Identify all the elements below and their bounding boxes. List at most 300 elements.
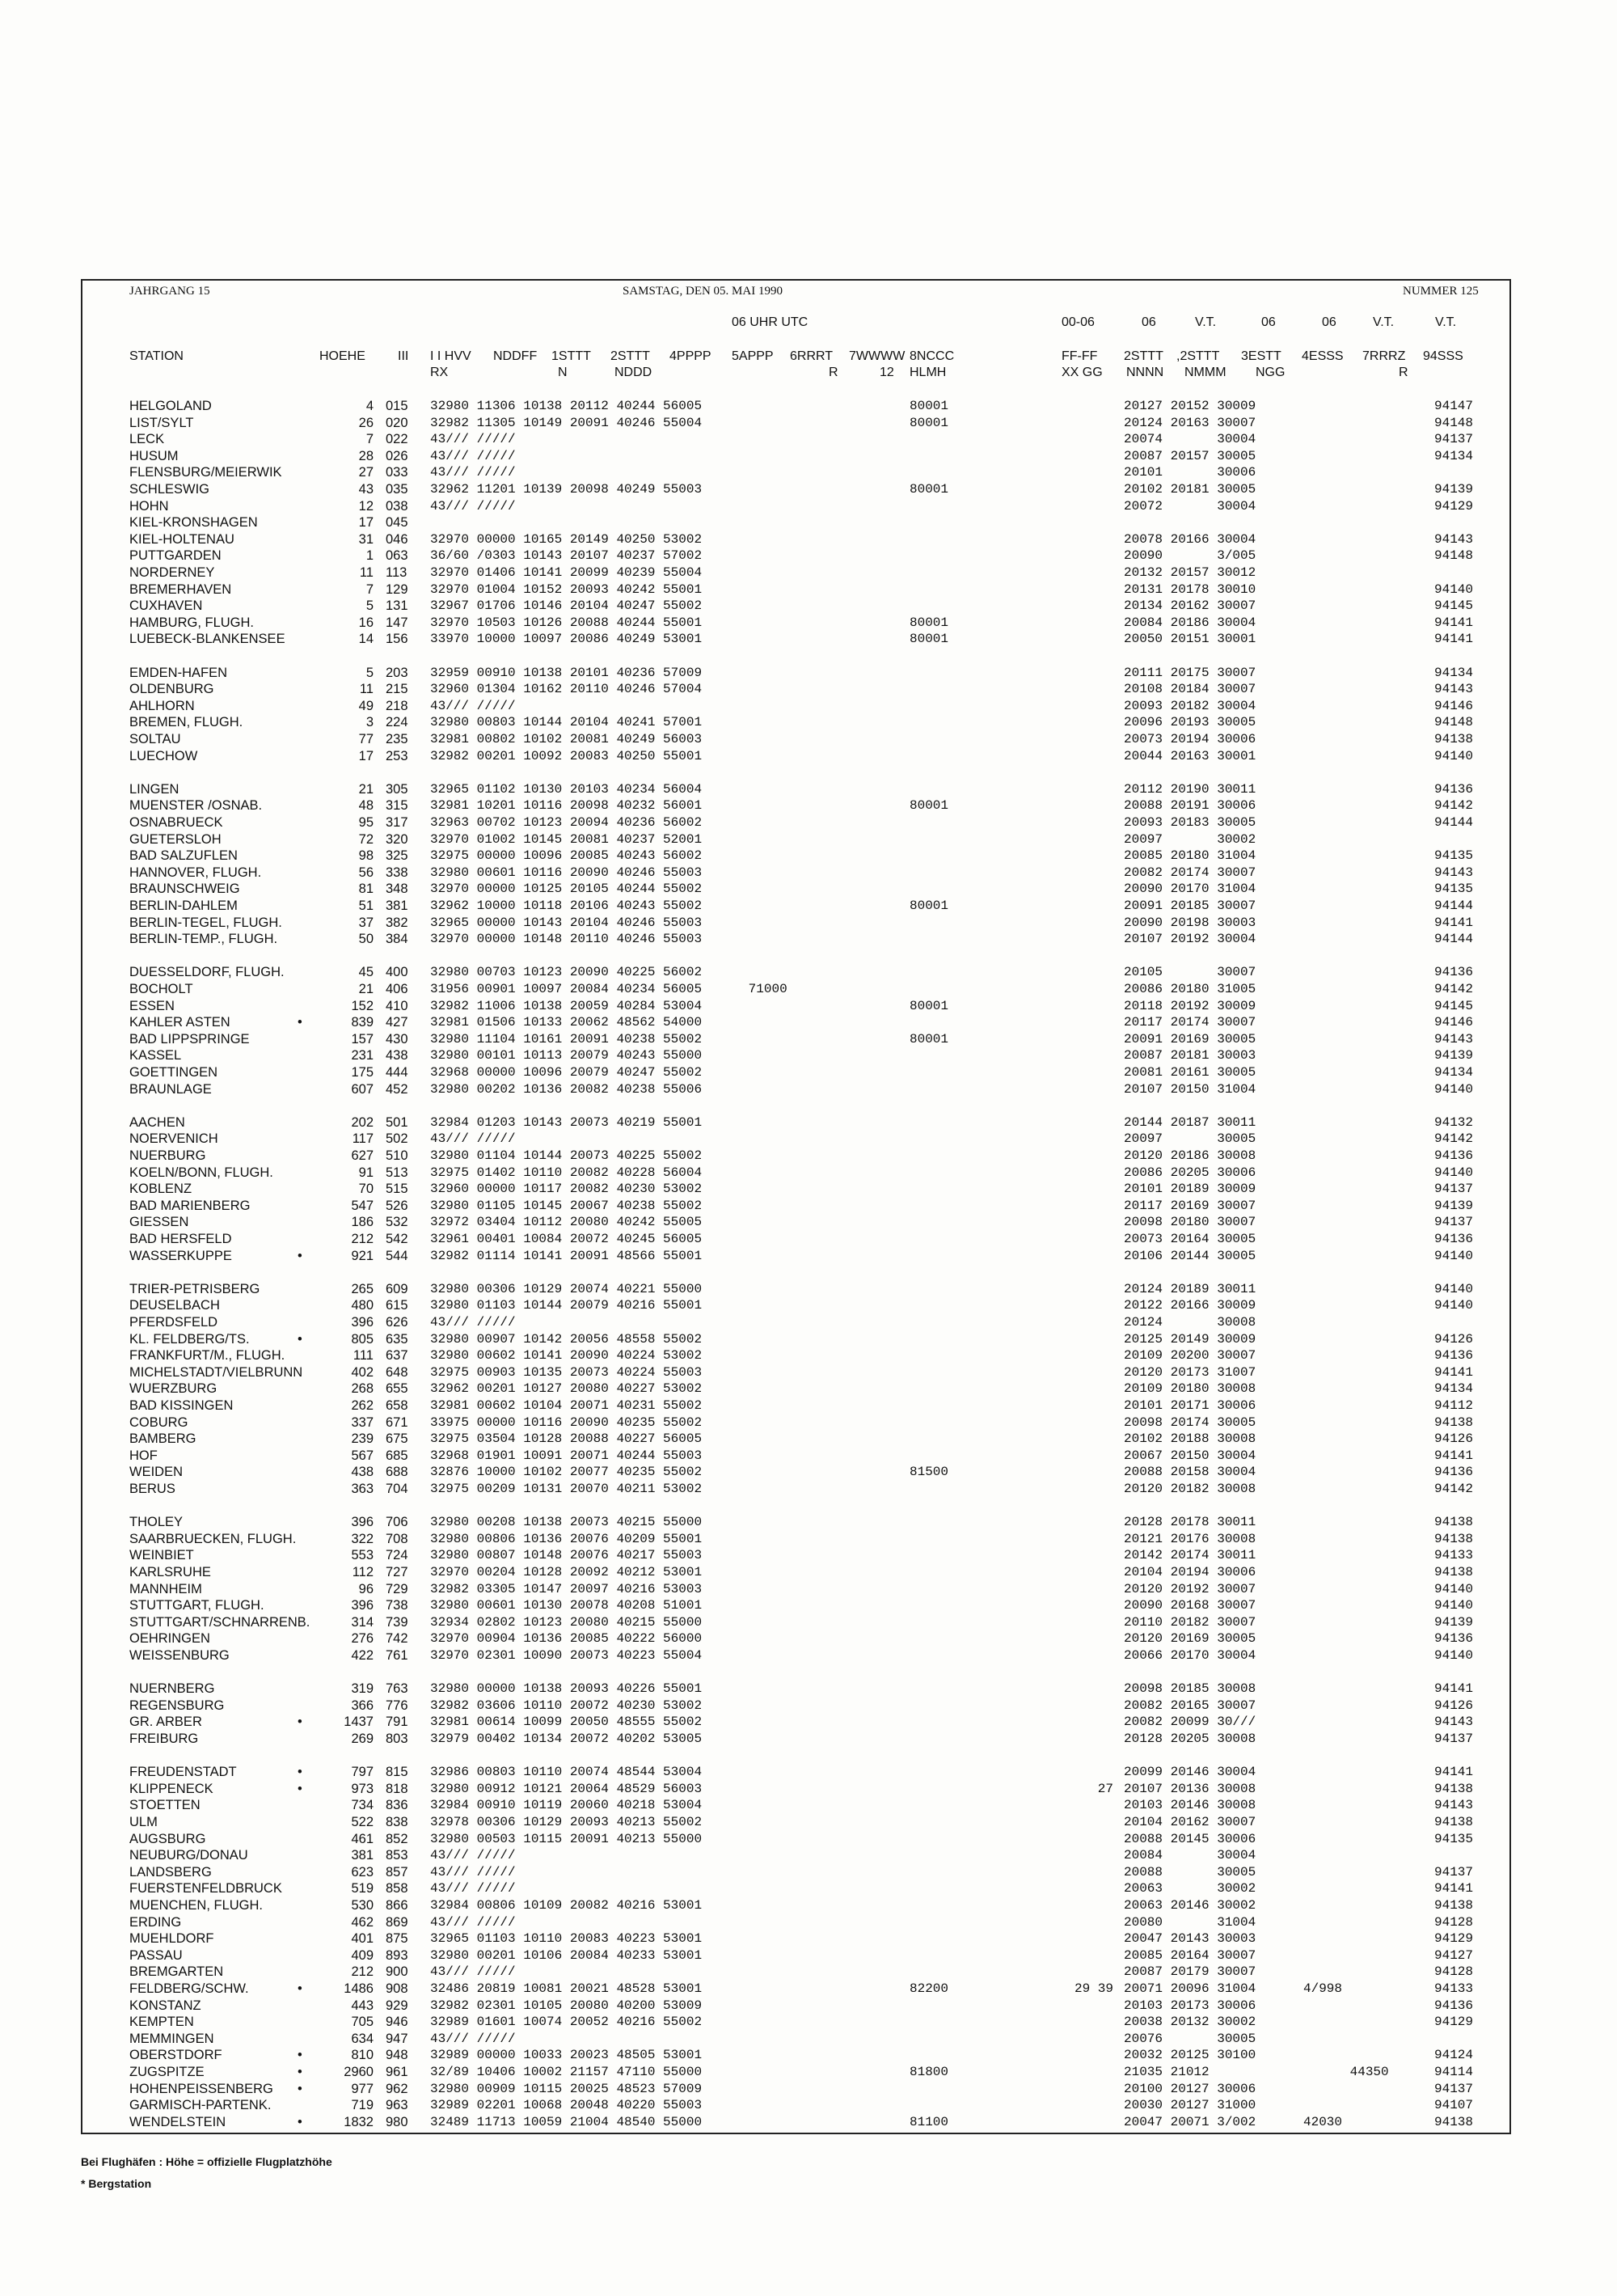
hoehe: 175 <box>351 1065 374 1080</box>
synop-groups: 32962 11201 10139 20098 40249 55003 <box>430 482 703 497</box>
hoehe: 70 <box>358 1182 374 1196</box>
station-name: WEIDEN <box>129 1465 183 1479</box>
temperature-groups: 20110 20182 30007 <box>1124 1615 1256 1630</box>
hoehe: 921 <box>351 1249 374 1263</box>
temperature-groups: 20104 20194 30006 <box>1124 1565 1256 1579</box>
table-row <box>0 1014 1617 1030</box>
group-94sss: 94141 <box>1433 1365 1473 1380</box>
group-94sss: 94124 <box>1433 2048 1473 2062</box>
station-name: AUGSBURG <box>129 1832 206 1846</box>
synop-groups: 32970 00204 10128 20092 40212 53001 <box>430 1565 703 1579</box>
synop-groups: 32982 11305 10149 20091 40246 55004 <box>430 416 703 430</box>
hoehe: 269 <box>351 1732 374 1746</box>
station-id: 131 <box>386 598 408 613</box>
station-id: 544 <box>386 1249 408 1263</box>
temperature-groups: 20099 20146 30004 <box>1124 1765 1256 1779</box>
station-id: 438 <box>386 1048 408 1063</box>
issue-number: NUMMER 125 <box>1403 285 1479 298</box>
temperature-groups: 20063 30002 <box>1124 1881 1256 1896</box>
synop-groups: 32975 00903 10135 20073 40224 55003 <box>430 1365 703 1380</box>
station-name: LUEBECK-BLANKENSEE <box>129 632 285 646</box>
synop-groups: 32980 00601 10116 20090 40246 55003 <box>430 865 703 880</box>
station-id: 961 <box>386 2065 408 2079</box>
group-94sss: 94129 <box>1433 2015 1473 2029</box>
table-row <box>0 1814 1617 1830</box>
station-id: 532 <box>386 1215 408 1229</box>
synop-groups: 32961 00401 10084 20072 40245 56005 <box>430 1232 703 1246</box>
station-name: PFERDSFELD <box>129 1315 218 1330</box>
station-name: NUERNBERG <box>129 1681 215 1696</box>
table-row <box>0 1047 1617 1063</box>
temperature-groups: 20066 20170 30004 <box>1124 1648 1256 1663</box>
group-94sss: 94136 <box>1433 965 1473 979</box>
table-row <box>0 481 1617 497</box>
synop-groups: 33975 00000 10116 20090 40235 55002 <box>430 1415 703 1430</box>
station-id: 235 <box>386 732 408 746</box>
station-name: BAD LIPPSPRINGE <box>129 1032 250 1047</box>
table-row <box>0 1897 1617 1913</box>
hoehe: 719 <box>351 2098 374 2112</box>
synop-groups: 32960 01304 10162 20110 40246 57004 <box>430 682 703 696</box>
group-94sss: 94139 <box>1433 482 1473 497</box>
cloud-group: 80001 <box>910 399 949 413</box>
station-id: 815 <box>386 1765 408 1779</box>
station-id: 836 <box>386 1798 408 1812</box>
group-94sss: 94148 <box>1433 548 1473 563</box>
table-row <box>0 1681 1617 1697</box>
hoehe: 3 <box>365 715 374 729</box>
table-row <box>0 797 1617 814</box>
synop-groups: 32965 01103 10110 20083 40223 53001 <box>430 1931 703 1946</box>
station-name: KEMPTEN <box>129 2015 194 2029</box>
table-row <box>0 1281 1617 1297</box>
station-id: 738 <box>386 1598 408 1613</box>
synop-groups: 32980 00208 10138 20073 40215 55000 <box>430 1515 703 1529</box>
mountain-station-marker: • <box>298 1015 302 1030</box>
hoehe: 16 <box>358 615 374 630</box>
col-8nccc: 8NCCC <box>910 349 955 363</box>
station-name: THOLEY <box>129 1515 184 1529</box>
temperature-groups: 20076 30005 <box>1124 2032 1256 2046</box>
table-row <box>0 1248 1617 1264</box>
col-2sttt-b: 2STTT <box>1124 349 1163 363</box>
station-id: 776 <box>386 1698 408 1713</box>
station-id: 706 <box>386 1515 408 1529</box>
table-row <box>0 615 1617 631</box>
hoehe: 152 <box>351 999 374 1013</box>
temperature-groups: 20088 20191 30006 <box>1124 798 1256 813</box>
synop-groups: 32981 00602 10104 20071 40231 55002 <box>430 1398 703 1413</box>
station-id: 838 <box>386 1815 408 1829</box>
synop-groups: 32970 00000 10165 20149 40250 53002 <box>430 532 703 547</box>
synop-groups: 32982 02301 10105 20080 40200 53009 <box>430 1998 703 2013</box>
station-id: 218 <box>386 699 408 713</box>
footnote-mountain-station: * Bergstation <box>81 2177 152 2190</box>
temperature-groups: 21035 21012 <box>1124 2065 1210 2079</box>
observation-time: 06 UHR UTC <box>732 315 808 329</box>
group-94sss: 94133 <box>1433 1981 1473 1996</box>
synop-groups: 32965 01102 10130 20103 40234 56004 <box>430 782 703 797</box>
table-row <box>0 1781 1617 1797</box>
station-name: PUTTGARDEN <box>129 548 222 563</box>
temperature-groups: 20103 20146 30008 <box>1124 1798 1256 1812</box>
col-7rrrz-sub: R <box>1399 366 1408 379</box>
group-94sss: 94136 <box>1433 782 1473 797</box>
group-94sss: 94138 <box>1433 1415 1473 1430</box>
synop-groups: 32980 00201 10106 20084 40233 53001 <box>430 1948 703 1963</box>
group-94sss: 94146 <box>1433 1015 1473 1030</box>
temperature-groups: 20106 20144 30005 <box>1124 1249 1256 1263</box>
table-row <box>0 714 1617 730</box>
station-name: STUTTGART, FLUGH. <box>129 1598 264 1613</box>
table-row <box>0 1914 1617 1930</box>
group-94sss: 94126 <box>1433 1431 1473 1446</box>
hoehe: 11 <box>359 565 374 580</box>
hoehe: 48 <box>358 798 374 813</box>
table-row <box>0 1347 1617 1364</box>
station-name: FRANKFURT/M., FLUGH. <box>129 1348 285 1363</box>
synop-groups: 43/// ///// <box>430 1964 516 1979</box>
synop-groups: 32979 00402 10134 20072 40202 53005 <box>430 1732 703 1746</box>
table-row <box>0 1797 1617 1813</box>
hoehe: 14 <box>358 632 374 646</box>
group-94sss: 94141 <box>1433 632 1473 646</box>
temperature-groups: 20120 20192 30007 <box>1124 1582 1256 1596</box>
synop-groups: 32965 00000 10143 20104 40246 55003 <box>430 915 703 930</box>
temperature-groups: 20105 30007 <box>1124 965 1256 979</box>
station-id: 515 <box>386 1182 408 1196</box>
station-id: 046 <box>386 532 408 547</box>
station-name: MUEHLDORF <box>129 1931 214 1946</box>
station-id: 215 <box>386 682 408 696</box>
synop-groups: 43/// ///// <box>430 2032 516 2046</box>
station-name: BRAUNLAGE <box>129 1082 212 1097</box>
cloud-group: 82200 <box>910 1981 949 1996</box>
hoehe: 363 <box>351 1482 374 1496</box>
hoehe: 202 <box>351 1115 374 1130</box>
temperature-groups: 20109 20180 30008 <box>1124 1381 1256 1396</box>
col-1sttt-sub: N <box>558 366 568 379</box>
period-06-a: 06 <box>1142 315 1156 329</box>
station-id: 513 <box>386 1165 408 1180</box>
station-name: HOHENPEISSENBERG <box>129 2082 273 2096</box>
table-row <box>0 531 1617 548</box>
table-row <box>0 1764 1617 1780</box>
cloud-group: 80001 <box>910 1032 949 1047</box>
table-row <box>0 398 1617 414</box>
synop-groups: 32980 11306 10138 20112 40244 56005 <box>430 399 703 413</box>
temperature-groups: 20044 20163 30001 <box>1124 749 1256 763</box>
station-name: BERLIN-TEGEL, FLUGH. <box>129 915 282 930</box>
hoehe: 634 <box>351 2032 374 2046</box>
table-row <box>0 1314 1617 1330</box>
station-name: STOETTEN <box>129 1798 201 1812</box>
synop-groups: 32989 00000 10033 20023 48505 53001 <box>430 2048 703 2062</box>
station-id: 963 <box>386 2098 408 2112</box>
table-row <box>0 931 1617 947</box>
group-94sss: 94136 <box>1433 1348 1473 1363</box>
cloud-group: 80001 <box>910 615 949 630</box>
table-row <box>0 514 1617 531</box>
group-94sss: 94137 <box>1433 432 1473 446</box>
synop-groups: 32980 00807 10148 20076 40217 55003 <box>430 1548 703 1562</box>
station-name: HELGOLAND <box>129 399 212 413</box>
station-name: BAD KISSINGEN <box>129 1398 234 1413</box>
station-id: 501 <box>386 1115 408 1130</box>
station-id: 980 <box>386 2115 408 2129</box>
station-id: 704 <box>386 1482 408 1496</box>
table-row <box>0 1297 1617 1313</box>
station-name: KLIPPENECK <box>129 1782 213 1796</box>
temperature-groups: 20118 20192 30009 <box>1124 999 1256 1013</box>
station-id: 253 <box>386 749 408 763</box>
table-row <box>0 1930 1617 1947</box>
group-94sss: 94114 <box>1433 2065 1473 2079</box>
synop-groups: 32982 01114 10141 20091 48566 55001 <box>430 1249 703 1263</box>
station-id: 900 <box>386 1964 408 1979</box>
table-row <box>0 431 1617 447</box>
col-2sttt-b-sub: NNNN <box>1126 366 1164 379</box>
hoehe: 117 <box>352 1131 374 1146</box>
hoehe: 396 <box>351 1598 374 1613</box>
table-row <box>0 1547 1617 1563</box>
station-name: FREIBURG <box>129 1732 199 1746</box>
station-name: WEISSENBURG <box>129 1648 230 1663</box>
group-94sss: 94129 <box>1433 1931 1473 1946</box>
table-row <box>0 1947 1617 1964</box>
hoehe: 276 <box>351 1631 374 1646</box>
table-row <box>0 498 1617 514</box>
station-name: BAD SALZUFLEN <box>129 848 238 863</box>
hoehe: 519 <box>351 1881 374 1896</box>
group-94sss: 94137 <box>1433 1215 1473 1229</box>
table-row <box>0 881 1617 897</box>
station-id: 156 <box>386 632 408 646</box>
synop-groups: 32981 01506 10133 20062 48562 54000 <box>430 1015 703 1030</box>
table-row <box>0 848 1617 864</box>
group-94sss: 94136 <box>1433 1998 1473 2013</box>
station-id: 338 <box>386 865 408 880</box>
group-94sss: 94138 <box>1433 1565 1473 1579</box>
station-name: HOHN <box>129 499 169 514</box>
hoehe: 81 <box>358 882 374 896</box>
temperature-groups: 20090 3/005 <box>1124 548 1256 563</box>
station-name: NORDERNEY <box>129 565 215 580</box>
station-id: 320 <box>386 832 408 847</box>
station-name: BRAUNSCHWEIG <box>129 882 240 896</box>
col-3esttt: 3ESTT <box>1241 349 1281 363</box>
table-row <box>0 2114 1617 2130</box>
table-row <box>0 1181 1617 1197</box>
mountain-station-marker: • <box>298 1782 302 1796</box>
hoehe: 797 <box>351 1765 374 1779</box>
station-name: BERLIN-DAHLEM <box>129 899 238 913</box>
temperature-groups: 20082 20099 30/// <box>1124 1715 1256 1729</box>
station-name: KL. FELDBERG/TS. <box>129 1332 250 1347</box>
temperature-groups: 20073 20194 30006 <box>1124 732 1256 746</box>
group-94sss: 94142 <box>1433 1482 1473 1496</box>
station-id: 113 <box>386 565 407 580</box>
table-row <box>0 1031 1617 1047</box>
cloud-group: 80001 <box>910 999 949 1013</box>
temperature-groups: 20098 20185 30008 <box>1124 1681 1256 1696</box>
jahrgang: JAHRGANG 15 <box>129 285 210 298</box>
group-94sss: 94135 <box>1433 882 1473 896</box>
table-row <box>0 548 1617 564</box>
table-row <box>0 1698 1617 1714</box>
group-94sss: 94139 <box>1433 1615 1473 1630</box>
temperature-groups: 20087 20179 30007 <box>1124 1964 1256 1979</box>
group-94sss: 94143 <box>1433 1798 1473 1812</box>
temperature-groups: 20107 20136 30008 <box>1124 1782 1256 1796</box>
synop-groups: 32989 02201 10068 20048 40220 55003 <box>430 2098 703 2112</box>
table-row <box>0 1981 1617 1997</box>
group-94sss: 94135 <box>1433 848 1473 863</box>
temperature-groups: 20121 20176 30008 <box>1124 1532 1256 1546</box>
group-94sss: 94139 <box>1433 1048 1473 1063</box>
station-name: BERLIN-TEMP., FLUGH. <box>129 932 278 946</box>
synop-groups: 32876 10000 10102 20077 40235 55002 <box>430 1465 703 1479</box>
station-id: 224 <box>386 715 408 729</box>
synop-groups: 32972 03404 10112 20080 40242 55005 <box>430 1215 703 1229</box>
synop-groups: 32981 00802 10102 20081 40249 56003 <box>430 732 703 746</box>
synop-groups: 32980 00602 10141 20090 40224 53002 <box>430 1348 703 1363</box>
temperature-groups: 20086 20205 30006 <box>1124 1165 1256 1180</box>
col-iihvv: I I HVV <box>430 349 471 363</box>
synop-groups: 32968 01901 10091 20071 40244 55003 <box>430 1448 703 1463</box>
hoehe: 7 <box>365 432 374 446</box>
group-94sss: 94143 <box>1433 1032 1473 1047</box>
station-name: BREMGARTEN <box>129 1964 224 1979</box>
group-94sss: 94141 <box>1433 615 1473 630</box>
station-name: MANNHEIM <box>129 1582 202 1596</box>
station-name: BREMERHAVEN <box>129 582 232 597</box>
station-id: 427 <box>386 1015 408 1030</box>
station-id: 015 <box>386 399 408 413</box>
table-row <box>0 1514 1617 1530</box>
temperature-groups: 20107 20192 30004 <box>1124 932 1256 946</box>
station-id: 869 <box>386 1915 408 1930</box>
station-id: 615 <box>386 1298 408 1313</box>
group-94sss: 94148 <box>1433 416 1473 430</box>
mountain-station-marker: • <box>298 2048 302 2062</box>
group-94sss: 94140 <box>1433 1582 1473 1596</box>
temperature-groups: 20125 20149 30009 <box>1124 1332 1256 1347</box>
group-94sss: 94140 <box>1433 1082 1473 1097</box>
synop-groups: 32984 00910 10119 20060 40218 53004 <box>430 1798 703 1812</box>
station-name: HANNOVER, FLUGH. <box>129 865 262 880</box>
cloud-group: 81800 <box>910 2065 949 2079</box>
station-name: GR. ARBER <box>129 1715 202 1729</box>
col-1sttt: 1STTT <box>551 349 591 363</box>
temperature-groups: 20097 30002 <box>1124 832 1256 847</box>
station-name: BAD MARIENBERG <box>129 1199 251 1213</box>
synop-groups: 32978 00306 10129 20093 40213 55002 <box>430 1815 703 1829</box>
group-94sss: 94138 <box>1433 1815 1473 1829</box>
table-row <box>0 581 1617 598</box>
hoehe: 567 <box>351 1448 374 1463</box>
station-name: KONSTANZ <box>129 1998 201 2013</box>
group-94sss: 94141 <box>1433 1765 1473 1779</box>
temperature-groups: 20124 20163 30007 <box>1124 416 1256 430</box>
temperature-groups: 20088 20158 30004 <box>1124 1465 1256 1479</box>
mountain-station-marker: • <box>298 1715 302 1729</box>
station-name: MICHELSTADT/VIELBRUNN <box>129 1365 303 1380</box>
table-row <box>0 1564 1617 1580</box>
group-94sss: 94137 <box>1433 2082 1473 2096</box>
table-row <box>0 665 1617 681</box>
hoehe: 265 <box>351 1282 374 1296</box>
station-name: BOCHOLT <box>129 982 193 996</box>
synop-groups: 32975 00209 10131 20070 40211 53002 <box>430 1482 703 1496</box>
group-94sss: 94139 <box>1433 1199 1473 1213</box>
group-94sss: 94140 <box>1433 1282 1473 1296</box>
temperature-groups: 20081 20161 30005 <box>1124 1065 1256 1080</box>
group-94sss: 94136 <box>1433 1232 1473 1246</box>
cloud-group: 81500 <box>910 1465 949 1479</box>
station-name: BAMBERG <box>129 1431 196 1446</box>
temperature-groups: 20131 20178 30010 <box>1124 582 1256 597</box>
col-iii: III <box>398 349 409 363</box>
table-row <box>0 781 1617 797</box>
station-id: 026 <box>386 449 408 463</box>
group-94sss: 94143 <box>1433 1715 1473 1729</box>
station-id: 609 <box>386 1282 408 1296</box>
synop-groups: 32970 02301 10090 20073 40223 55004 <box>430 1648 703 1663</box>
group-94sss: 94128 <box>1433 1915 1473 1930</box>
col-iihvv-sub: RX <box>430 366 449 379</box>
temperature-groups: 20085 20180 31004 <box>1124 848 1256 863</box>
station-id: 929 <box>386 1998 408 2013</box>
station-id: 063 <box>386 548 408 563</box>
synop-groups: 32984 00806 10109 20082 40216 53001 <box>430 1898 703 1913</box>
station-id: 946 <box>386 2015 408 2029</box>
station-id: 020 <box>386 416 408 430</box>
table-row <box>0 2031 1617 2047</box>
temperature-groups: 20122 20166 30009 <box>1124 1298 1256 1313</box>
synop-groups: 32982 11006 10138 20059 40284 53004 <box>430 999 703 1013</box>
table-row <box>0 1614 1617 1630</box>
station-name: FLENSBURG/MEIERWIK <box>129 465 282 480</box>
station-name: KIEL-KRONSHAGEN <box>129 515 258 530</box>
station-name: BREMEN, FLUGH. <box>129 715 243 729</box>
temperature-groups: 20107 20150 31004 <box>1124 1082 1256 1097</box>
period-06-b: 06 <box>1261 315 1276 329</box>
table-row <box>0 1131 1617 1147</box>
hoehe: 4 <box>365 399 374 413</box>
group-94sss: 94140 <box>1433 582 1473 597</box>
hoehe: 977 <box>351 2082 374 2096</box>
temperature-groups: 20091 20185 30007 <box>1124 899 1256 913</box>
synop-groups: 32/89 10406 10002 21157 47110 55000 <box>430 2065 703 2079</box>
station-id: 315 <box>386 798 408 813</box>
temperature-groups: 20091 20169 30005 <box>1124 1032 1256 1047</box>
hoehe: 37 <box>358 915 374 930</box>
table-row <box>0 631 1617 647</box>
hoehe: 212 <box>351 1964 374 1979</box>
col-7wwww: 7WWWW <box>849 349 906 363</box>
synop-groups: 43/// ///// <box>430 1865 516 1880</box>
station-name: KOBLENZ <box>129 1182 192 1196</box>
synop-groups: 32980 00101 10113 20079 40243 55000 <box>430 1048 703 1063</box>
station-id: 742 <box>386 1631 408 1646</box>
station-id: 648 <box>386 1365 408 1380</box>
table-row <box>0 415 1617 431</box>
station-id: 727 <box>386 1565 408 1579</box>
synop-groups: 33970 10000 10097 20086 40249 53001 <box>430 632 703 646</box>
hoehe: 12 <box>358 499 374 514</box>
hoehe: 186 <box>351 1215 374 1229</box>
